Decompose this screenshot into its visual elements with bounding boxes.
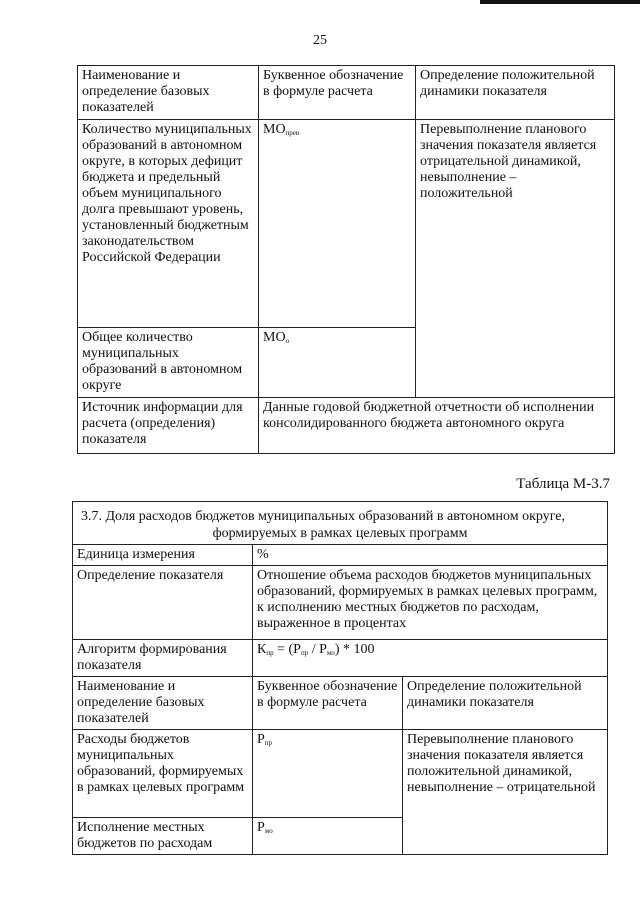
formula-k-subscript: пр [266, 649, 274, 657]
indicator-dynamics: Перевыполнение планового значения показателя является положительной динамикой, невыполнение – отрицательной [403, 730, 608, 855]
header-name: Наименование и определение базовых показателей [78, 66, 259, 120]
formula-k: К [257, 642, 267, 657]
algorithm-label: Алгоритм формирования показателя [73, 640, 253, 677]
symbol-subscript: мо [264, 827, 273, 835]
indicator-symbol [259, 120, 416, 328]
definition-row [73, 566, 608, 640]
formula-tail: ) * 100 [334, 642, 375, 657]
symbol-subscript: пр [264, 739, 273, 747]
indicator-name: Расходы бюджетов муниципальных образований, формируемых в рамках целевых программ [73, 730, 253, 818]
indicator-name: Общее количество муниципальных образований в автономном округе [78, 328, 259, 398]
symbol-text: МО [263, 122, 286, 137]
algorithm-row [73, 640, 608, 677]
header-dynamics: Определение положительной динамики показателя [403, 677, 608, 730]
table-header-row [73, 677, 608, 730]
definition-label: Определение показателя [73, 566, 253, 640]
definition-value: Отношение объема расходов бюджетов муниципальных образований, формируемых в рамках целевых программ, к исполнению местных бюджетов по расходам, выраженное в процентах [253, 566, 608, 640]
header-name: Наименование и определение базовых показателей [73, 677, 253, 730]
symbol-text: Р [257, 820, 265, 835]
indicator-title-row [73, 502, 608, 545]
indicator-symbol [253, 730, 403, 818]
formula-p1-subscript: пр [300, 649, 309, 657]
header-symbol: Буквенное обозначение в формуле расчета [259, 66, 416, 120]
formula-div: / Р [308, 642, 327, 657]
source-value: Данные годовой бюджетной отчетности об исполнении консолидированного бюджета автономного округа [259, 398, 615, 454]
indicator-name: Количество муниципальных образований в автономном округе, в которых дефицит бюджета и предельный объем муниципального долга превышают уровень, установленный бюджетным законодательством Российской Федерации [78, 120, 259, 328]
unit-label: Единица измерения [73, 545, 253, 566]
indicator-title-line1: 3.7. Доля расходов бюджетов муниципальных образований в автономном округе, [81, 509, 565, 524]
indicator-title-line2: формируемых в рамках целевых программ [212, 526, 468, 541]
page-number: 25 [313, 33, 327, 48]
table-header-row [78, 66, 615, 120]
unit-value: % [253, 545, 608, 566]
symbol-text: Р [257, 732, 265, 747]
base-indicators-table [77, 65, 615, 454]
symbol-subscript: о [285, 337, 290, 345]
indicator-dynamics: Перевыполнение планового значения показателя является отрицательной динамикой, невыполнение – положительной [416, 120, 615, 398]
indicator-name: Исполнение местных бюджетов по расходам [73, 818, 253, 855]
table-caption: Таблица М-3.7 [516, 476, 610, 492]
unit-row [73, 545, 608, 566]
indicator-symbol [253, 818, 403, 855]
formula-p2-subscript: мо [326, 649, 335, 657]
indicator-symbol [259, 328, 416, 398]
top-edge-mark [480, 0, 640, 4]
header-symbol: Буквенное обозначение в формуле расчета [253, 677, 403, 730]
formula [253, 640, 608, 677]
source-label: Источник информации для расчета (определения) показателя [78, 398, 259, 454]
indicator-title [73, 502, 608, 545]
header-dynamics: Определение положительной динамики показателя [416, 66, 615, 120]
formula-eq: = (Р [273, 642, 301, 657]
table-row [78, 120, 615, 328]
indicator-3-7-table [72, 501, 608, 855]
table-row [73, 730, 608, 818]
symbol-text: МО [263, 330, 286, 345]
source-row [78, 398, 615, 454]
symbol-subscript: прев [285, 129, 300, 137]
